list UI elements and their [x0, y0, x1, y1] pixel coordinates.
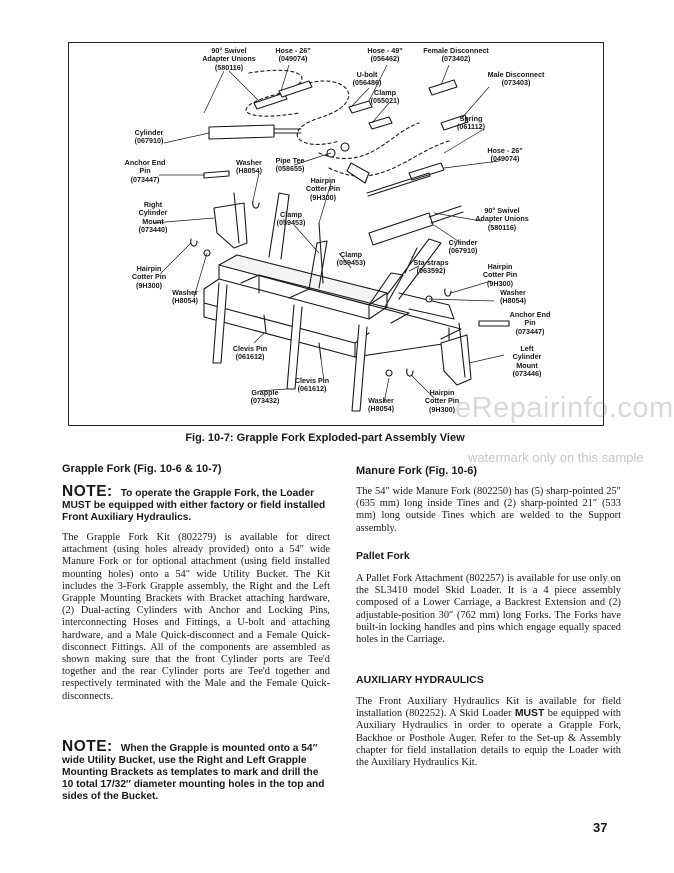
- aux-hydraulics-heading: AUXILIARY HYDRAULICS: [356, 674, 484, 686]
- callout-female-disconnect: Female Disconnect (073402): [423, 46, 489, 64]
- figure-caption: Fig. 10-7: Grapple Fork Exploded-part Assembly View: [185, 432, 465, 444]
- note-1-label: NOTE:: [62, 483, 113, 500]
- callout-right-cylinder-mount: Right Cylinder Mount (073440): [138, 200, 168, 235]
- callout-swivel-unions-right: 90° Swivel Adapter Unions (580116): [475, 206, 529, 232]
- callout-washer-bottom: Washer (H8054): [368, 396, 394, 414]
- page-number: 37: [593, 820, 608, 835]
- callout-cylinder-left: Cylinder (067910): [134, 128, 164, 146]
- callout-sta-straps: Sta-straps (063592): [413, 258, 449, 276]
- callout-anchor-pin-left: Anchor End Pin (073447): [124, 158, 166, 184]
- callout-clamp-059453-b: Clamp (059453): [336, 250, 366, 268]
- note-1-text: To operate the Grapple Fork, the Loader MUST be equipped with either factory or field installed Front Auxiliary Hydraulics.: [62, 488, 326, 523]
- aux-text-part-2: be equipped with Auxiliary Hydraulics in order to operate a Grapple Fork, Backhoe or Posthole Auger. Refer to the Set-up & Assembly chapter for field installation details to equip the Loader with the Auxiliary Hydraulics Kit.: [356, 708, 622, 769]
- aux-hydraulics-section: [356, 674, 621, 686]
- manure-fork-heading: Manure Fork (Fig. 10-6): [356, 465, 478, 477]
- callout-pipe-tee: Pipe Tee (058655): [275, 156, 305, 174]
- grapple-kit-paragraph-wrap: [62, 532, 330, 703]
- callout-spring: Spring (061112): [457, 114, 485, 132]
- callout-hairpin-bottom: Hairpin Cotter Pin (9H300): [424, 388, 460, 414]
- figure-frame: [68, 42, 604, 426]
- callout-male-disconnect: Male Disconnect (073403): [487, 70, 545, 88]
- pallet-fork-heading: Pallet Fork: [356, 550, 410, 562]
- manure-fork-text-wrap: [356, 486, 621, 535]
- callout-clevis-pin-a: Clevis Pin (061612): [232, 344, 268, 362]
- callout-swivel-unions-top: 90° Swivel Adapter Unions (580116): [202, 46, 256, 72]
- aux-text-part-1: The Front Auxiliary Hydraulics Kit is available for field installation (802252). A Skid Loader: [356, 696, 621, 720]
- callout-hairpin-right: Hairpin Cotter Pin (9H300): [482, 262, 518, 288]
- note-2-label: NOTE:: [62, 738, 113, 755]
- callout-hose-49: Hose - 49" (056462): [367, 46, 403, 64]
- callout-clamp-059453-a: Clamp (059453): [276, 210, 306, 228]
- callout-washer-top: Washer (H8054): [236, 158, 262, 176]
- callout-anchor-pin-right: Anchor End Pin (073447): [509, 310, 551, 336]
- callout-hairpin-left: Hairpin Cotter Pin (9H300): [131, 264, 167, 290]
- grapple-kit-paragraph: The Grapple Fork Kit (802279) is available for direct attachment (using holes already provided) onto a 54″ wide Manure Fork or for optional attachment (using field installed mounting holes) onto a 54″ wide Utility Bucket. The Kit includes the 3-Fork Grapple assembly, the Right and the Left Grapple Mounting Brackets with Bracket attaching hardware, (2) Dual-acting Cylinders with Anchor and Locking Pins, interconnecting Hoses and Fittings, a U-bolt and attaching hardware, and a Male Quick-disconnect and a Female Quick-disconnect Fittings. All of the components are assembled as shown making sure that the front Cylinder ports are Tee'd together and the rear Cylinder ports are Tee'd together and respectively terminated with the Male and the Female Quick-disconnects.: [62, 532, 330, 702]
- pallet-fork-text: A Pallet Fork Attachment (802257) is available for use only on the SL3410 model Skid Loader. It is a 4 piece assembly composed of a Lower Carriage, a Backrest Extension and (2) adjustable-position 30″ (762 mm) long Forks. The Forks have built-in locking handles and pins which engage equally spaced holes in the Carriage.: [356, 573, 621, 646]
- callout-hose-26-top: Hose - 26" (049074): [275, 46, 311, 64]
- manure-fork-text: The 54″ wide Manure Fork (802250) has (5) sharp-pointed 25″ (635 mm) long inside Tines and (2) sharp-pointed 21″ (533 mm) long outside Tines which are welded to the Support assembly.: [356, 486, 621, 534]
- callout-washer-right: Washer (H8054): [500, 288, 526, 306]
- callout-clamp-055021: Clamp (055021): [370, 88, 400, 106]
- note-2-text: When the Grapple is mounted onto a 54″ wide Utility Bucket, use the Right and Left Grapple Mounting Brackets as templates to mark and drill the 10 total 17/32″ diameter mounting holes in the top and sides of the Bucket.: [62, 743, 325, 802]
- left-column: [62, 463, 330, 475]
- callout-hose-26-right: Hose - 26" (049074): [487, 146, 523, 164]
- aux-hydraulics-text: [356, 696, 621, 769]
- watermark-note: watermark only on this sample: [468, 450, 644, 465]
- watermark-logo: eRepairinfo.com: [455, 392, 674, 424]
- callout-clevis-pin-b: Clevis Pin (061612): [294, 376, 330, 394]
- callout-left-cylinder-mount: Left Cylinder Mount (073446): [512, 344, 542, 379]
- callout-u-bolt: U-bolt (056486): [352, 70, 382, 88]
- callout-hairpin-top: Hairpin Cotter Pin (9H300): [305, 176, 341, 202]
- callout-washer-left: Washer (H8054): [172, 288, 198, 306]
- aux-hydraulics-text-wrap: [356, 696, 621, 769]
- note-1: [62, 483, 330, 524]
- callout-cylinder-right: Cylinder (067910): [448, 238, 478, 256]
- pallet-fork-section: [356, 550, 621, 562]
- aux-must-emphasis: MUST: [514, 708, 545, 720]
- note-2: [62, 738, 330, 803]
- pallet-fork-text-wrap: [356, 573, 621, 646]
- manure-fork-section: [356, 465, 621, 477]
- grapple-fork-heading: Grapple Fork (Fig. 10-6 & 10-7): [62, 463, 222, 475]
- callout-grapple: Grapple (073432): [250, 388, 280, 406]
